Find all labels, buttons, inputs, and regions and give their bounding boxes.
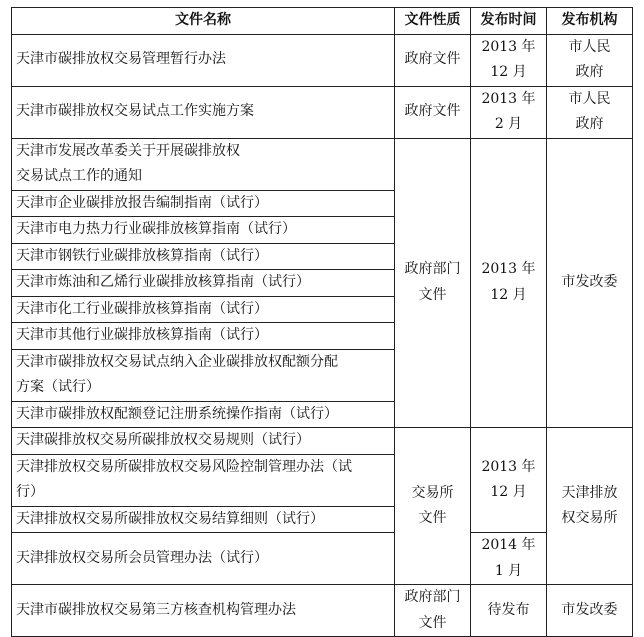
org-line: 市人民 xyxy=(568,38,611,55)
table-row xyxy=(12,138,633,190)
file-name-line: 行） xyxy=(16,484,44,500)
nature-line: 文件 xyxy=(418,286,447,303)
time-month: 12 月 xyxy=(490,64,527,80)
publish-org-cell xyxy=(547,428,633,585)
file-name-cell: 天津碳排放权交易所碳排放权交易规则（试行） xyxy=(12,428,395,455)
nature-line: 交易所 xyxy=(411,484,454,501)
time-year: 2013 年 xyxy=(481,38,536,55)
publish-time-cell xyxy=(471,34,547,86)
file-name-cell: 天津排放权交易所碳排放权交易结算细则（试行） xyxy=(12,506,395,533)
table-row xyxy=(12,428,633,455)
publish-org-cell xyxy=(547,34,633,86)
file-name-cell: 天津市钢铁行业碳排放核算指南（试行） xyxy=(12,243,395,270)
publish-time-cell xyxy=(471,533,547,585)
file-name-cell: 天津市碳排放权交易第三方核查机构管理办法 xyxy=(12,585,395,637)
header-file-nature: 文件性质 xyxy=(395,8,471,35)
file-name-line: 方案（试行） xyxy=(16,379,100,395)
nature-line: 文件 xyxy=(418,614,447,631)
publish-time-cell xyxy=(471,138,547,428)
org-line: 市人民 xyxy=(568,90,611,107)
time-month: 12 月 xyxy=(490,484,527,500)
time-month: 1 月 xyxy=(494,562,523,579)
header-file-name: 文件名称 xyxy=(12,8,395,35)
table-row xyxy=(12,585,633,637)
file-nature-cell xyxy=(395,585,471,637)
publish-time-cell: 待发布 xyxy=(471,585,547,637)
time-month: 12 月 xyxy=(490,286,527,303)
header-publish-org: 发布机构 xyxy=(547,8,633,35)
org-line: 政府 xyxy=(575,116,604,132)
file-name-cell: 天津市碳排放权交易管理暂行办法 xyxy=(12,34,395,86)
file-name-cell: 天津市企业碳排放报告编制指南（试行） xyxy=(12,190,395,217)
file-nature-cell xyxy=(395,138,471,428)
file-name-line: 天津市碳排放权交易试点纳入企业碳排放权配额分配 xyxy=(16,353,338,370)
file-name-cell: 天津市电力热力行业碳排放核算指南（试行） xyxy=(12,217,395,244)
table-row xyxy=(12,533,633,585)
time-year: 2013 年 xyxy=(481,458,536,475)
publish-org-cell: 市发改委 xyxy=(547,585,633,637)
time-month: 2 月 xyxy=(494,116,523,132)
file-name-cell xyxy=(12,454,395,506)
org-line: 政府 xyxy=(575,64,604,80)
file-nature-cell xyxy=(395,428,471,585)
org-line: 权交易所 xyxy=(561,510,618,526)
file-name-cell: 天津市碳排放权配额登记注册系统操作指南（试行） xyxy=(12,401,395,428)
time-year: 2013 年 xyxy=(481,90,536,107)
table-row xyxy=(12,86,633,138)
publish-time-cell xyxy=(471,428,547,533)
publish-org-cell xyxy=(547,86,633,138)
file-name-line: 天津排放权交易所碳排放权交易风险控制管理办法（试 xyxy=(16,458,352,475)
file-name-cell xyxy=(12,138,395,190)
table-row xyxy=(12,34,633,86)
file-name-cell: 天津市其他行业碳排放核算指南（试行） xyxy=(12,323,395,350)
org-line: 天津排放 xyxy=(561,484,618,501)
file-name-cell: 天津市碳排放权交易试点工作实施方案 xyxy=(12,86,395,138)
file-name-line: 天津市发展改革委关于开展碳排放权 xyxy=(16,142,240,159)
publish-time-cell xyxy=(471,86,547,138)
nature-line: 政府部门 xyxy=(404,589,461,605)
file-name-line: 交易试点工作的通知 xyxy=(16,168,142,184)
file-name-cell: 天津市化工行业碳排放核算指南（试行） xyxy=(12,296,395,323)
time-year: 2013 年 xyxy=(481,261,536,278)
file-nature-cell: 政府文件 xyxy=(395,86,471,138)
document-table xyxy=(11,7,633,637)
publish-org-cell: 市发改委 xyxy=(547,138,633,428)
file-name-cell xyxy=(12,349,395,401)
header-publish-time: 发布时间 xyxy=(471,8,547,35)
time-year: 2014 年 xyxy=(481,537,536,553)
nature-line: 文件 xyxy=(418,510,447,526)
file-name-cell: 天津排放权交易所会员管理办法（试行） xyxy=(12,533,395,585)
nature-line: 政府部门 xyxy=(404,261,461,278)
table-header-row xyxy=(12,8,633,35)
file-name-cell: 天津市炼油和乙烯行业碳排放核算指南（试行） xyxy=(12,270,395,297)
file-nature-cell: 政府文件 xyxy=(395,34,471,86)
